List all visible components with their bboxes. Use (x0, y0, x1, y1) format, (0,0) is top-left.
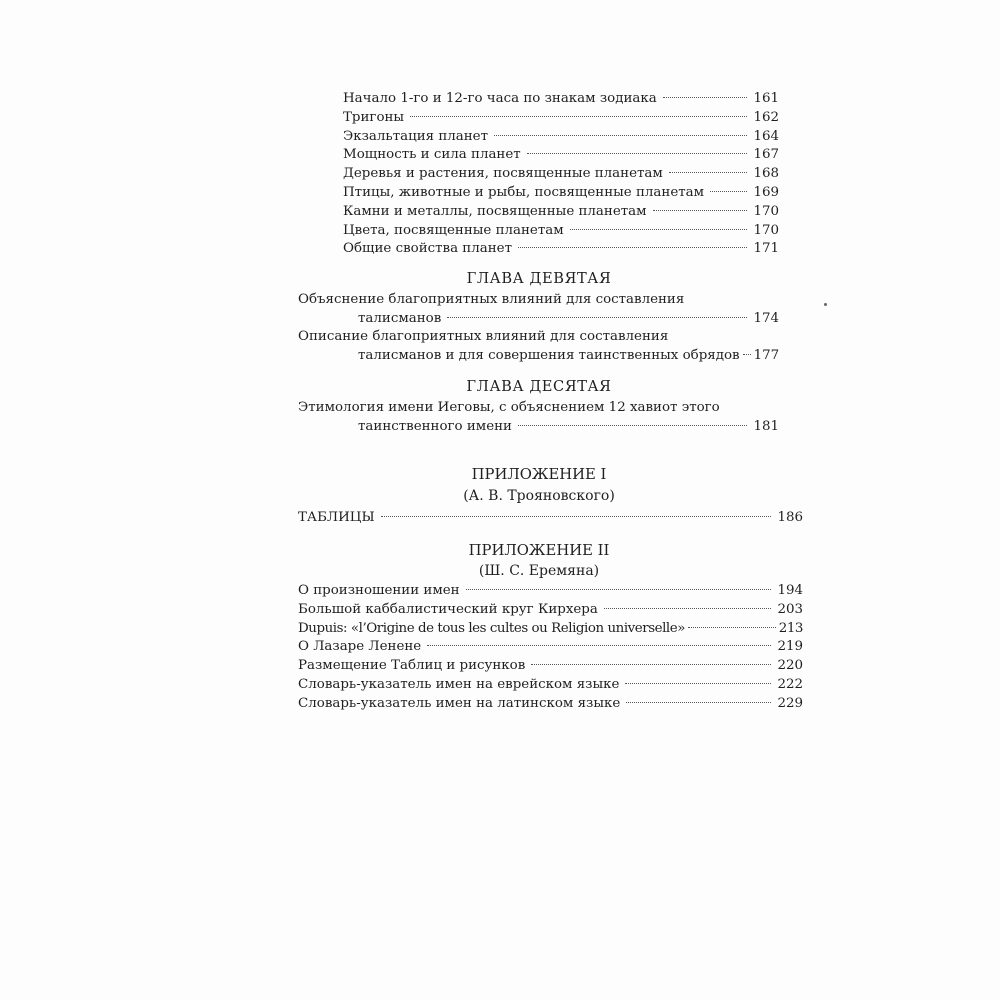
toc-entry-title: О произношении имен (298, 583, 460, 598)
toc-leader-dots (688, 627, 776, 628)
toc-entry-title: талисманов и для совершения таинственных обрядов (358, 347, 740, 363)
toc-entry-page: 181 (753, 418, 779, 434)
toc-section-appendix-two (298, 582, 803, 714)
toc-entry-page: 194 (777, 583, 803, 598)
toc-entry-title: Общие свойства планет (343, 241, 512, 257)
toc-leader-dots (447, 317, 747, 318)
toc-entry-title: Птицы, животные и рыбы, посвященные планетам (343, 184, 705, 200)
toc-entry-title: таинственного имени (358, 418, 512, 434)
appendix-author: (А. В. Трояновского) (463, 488, 615, 504)
toc-leader-dots (518, 425, 747, 426)
toc-entry (298, 347, 779, 366)
toc-section-planets (343, 90, 779, 259)
toc-entry-title: Мощность и сила планет (343, 147, 521, 163)
toc-entry-page: 177 (753, 347, 780, 363)
toc-entry-page: 164 (753, 128, 779, 144)
toc-entry-title: Тригоны (343, 109, 405, 125)
toc-entry (343, 184, 779, 203)
toc-entry-page: 170 (753, 222, 779, 238)
toc-entry (298, 620, 803, 639)
toc-section-appendix-one (298, 509, 803, 528)
toc-entry-title: О Лазаре Ленене (298, 639, 422, 655)
chapter-heading: ГЛАВА ДЕСЯТАЯ (466, 378, 612, 395)
toc-leader-dots (518, 247, 747, 248)
toc-entry (298, 676, 803, 695)
toc-entry-page: 213 (778, 620, 803, 636)
toc-leader-dots (527, 153, 748, 154)
toc-entry (298, 582, 803, 601)
toc-leader-dots (625, 683, 771, 684)
toc-leader-dots (466, 589, 772, 590)
toc-entry-page: 203 (777, 601, 803, 617)
toc-leader-dots (531, 664, 771, 665)
toc-entry-page: 168 (753, 166, 779, 182)
toc-leader-dots (410, 116, 747, 117)
toc-leader-dots (604, 608, 772, 609)
toc-entry-page: 219 (777, 639, 803, 655)
chapter-heading: ГЛАВА ДЕВЯТАЯ (466, 270, 612, 287)
toc-entry (343, 240, 779, 259)
toc-entry-title: Большой каббалистический круг Кирхера (298, 601, 598, 617)
toc-entry-page: 167 (753, 147, 779, 163)
toc-entry-title: Начало 1-го и 12-го часа по знакам зодиака (343, 91, 657, 106)
toc-leader-dots (570, 229, 748, 230)
toc-entry-page: 229 (777, 695, 803, 711)
toc-entry (298, 638, 803, 657)
toc-entry-page: 174 (753, 310, 779, 326)
toc-entry-title-line: Объяснение благоприятных влияний для составления (298, 292, 685, 307)
toc-entry (298, 310, 779, 329)
appendix-author: (Ш. С. Еремяна) (478, 563, 600, 579)
toc-entry-title: Словарь-указатель имен на латинском языке (298, 695, 621, 711)
toc-entry-multiline (298, 328, 779, 366)
toc-entry-page: 171 (753, 241, 779, 257)
toc-entry-title-line: Описание благоприятных влияний для составления (298, 329, 669, 344)
toc-entry-page: 186 (777, 510, 803, 525)
toc-leader-dots (743, 354, 751, 355)
toc-entry-multiline (298, 291, 779, 329)
toc-leader-dots (381, 516, 772, 517)
toc-leader-dots (653, 210, 748, 211)
toc-entry (343, 90, 779, 109)
toc-entry-title: Деревья и растения, посвященные планетам (343, 166, 663, 182)
toc-entry (298, 657, 803, 676)
toc-entry (298, 418, 779, 437)
toc-entry-title: ТАБЛИЦЫ (298, 510, 375, 525)
appendix-heading: ПРИЛОЖЕНИЕ II (468, 542, 610, 559)
toc-leader-dots (494, 135, 747, 136)
toc-entry-page: 161 (753, 91, 779, 106)
toc-leader-dots (669, 172, 748, 173)
toc-entry (343, 222, 779, 241)
toc-entry (343, 165, 779, 184)
toc-entry (298, 695, 803, 714)
toc-leader-dots (626, 702, 771, 703)
toc-entry (343, 128, 779, 147)
toc-leader-dots (710, 191, 747, 192)
toc-entry-title: Экзальтация планет (343, 128, 489, 144)
toc-entry (343, 109, 779, 128)
toc-leader-dots (663, 97, 748, 98)
toc-entry-title: Размещение Таблиц и рисунков (298, 658, 526, 674)
toc-entry-title: Словарь-указатель имен на еврейском языке (298, 676, 620, 692)
toc-entry (298, 509, 803, 528)
toc-entry-title: Камни и металлы, посвященные планетам (343, 203, 647, 219)
toc-entry-page: 169 (753, 184, 779, 200)
toc-entry-multiline (298, 399, 779, 437)
toc-entry-page: 170 (753, 203, 779, 219)
toc-entry-title: Dupuis: «l’Origine de tous les cultes ou Religion universelle» (298, 620, 685, 636)
toc-entry-title: талисманов (358, 310, 442, 326)
toc-entry (343, 203, 779, 222)
toc-entry-page: 162 (753, 109, 779, 125)
toc-leader-dots (427, 645, 771, 646)
toc-entry (298, 601, 803, 620)
toc-entry-page: 220 (777, 658, 803, 674)
toc-entry-title-line: Этимология имени Иеговы, с объяснением 12 хавиот этого (298, 400, 720, 415)
appendix-heading: ПРИЛОЖЕНИЕ I (471, 466, 607, 483)
toc-entry-page: 222 (777, 676, 803, 692)
toc-entry (343, 146, 779, 165)
toc-entry-title: Цвета, посвященные планетам (343, 222, 564, 238)
